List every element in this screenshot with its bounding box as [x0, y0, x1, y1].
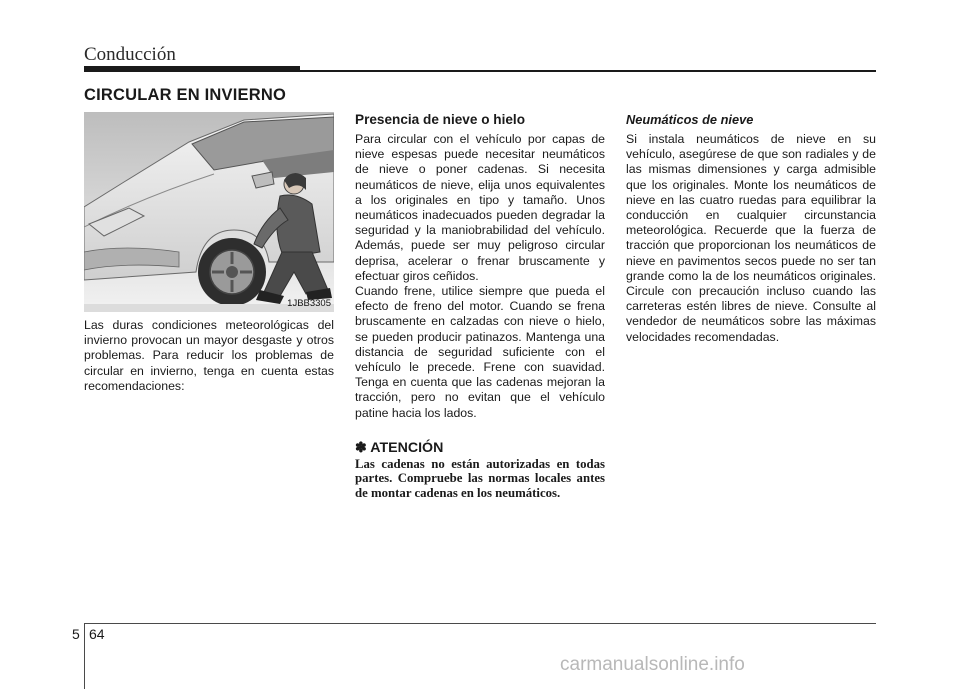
- section-title: CIRCULAR EN INVIERNO: [84, 86, 287, 104]
- chapter-title: Conducción: [84, 44, 176, 65]
- header-rule-thin: [300, 70, 876, 72]
- footer-divider: [84, 623, 85, 689]
- column-snow-tires: [626, 111, 876, 345]
- heading-snow-tires: Neumáticos de nieve: [626, 112, 754, 127]
- warning-text: Las cadenas no están autorizadas en todas partes. Compruebe las normas locales antes de montar cadenas en los neumáticos.: [355, 456, 605, 501]
- chapter-number: 5: [72, 626, 80, 642]
- warning-title: ✽ ATENCIÓN: [355, 439, 444, 456]
- car-illustration-icon: [84, 112, 334, 312]
- page-number: 64: [89, 626, 105, 642]
- figure-car-snow-chains: [84, 112, 334, 312]
- column-intro: [84, 318, 334, 394]
- paragraph-snow-ice-1: Para circular con el vehículo por capas de nieve espesas puede necesitar neumáticos de nieve o poner cadenas. Si necesita neumáticos de nieve, elija unos equivalentes a los originales en tipo y tamaño. Unos neumáticos inadecuados pueden degradar la seguridad y la maniobrabilidad del vehículo. Además, puede ser muy peligroso circular deprisa, acelerar o frenar bruscamente y efectuar giros ceñidos.: [355, 132, 605, 283]
- intro-paragraph: Las duras condiciones meteorológicas del invierno provocan un mayor desgaste y otros problemas. Para reducir los problemas de circular en invierno, tenga en cuenta estas recomendaciones:: [84, 318, 334, 393]
- paragraph-snow-tires: Si instala neumáticos de nieve en su vehículo, asegúrese de que son radiales y de las mismas dimensiones y carga admisible que los originales. Monte los neumáticos de nieve en las cuatro ruedas para equilibrar la conducción en cualquier circunstancia meteorológica. Recuerde que la fuerza de tracción que proporcionan los neumáticos de nieve en pavimentos secos puede no ser tan grande como la de los neumáticos originales. Circule con precaución incluso cuando las carreteras estén libres de nieve. Consulte al vendedor de neumáticos sobre las máximas velocidades recomendadas.: [626, 132, 876, 344]
- heading-snow-ice: Presencia de nieve o hielo: [355, 112, 525, 127]
- paragraph-snow-ice-2: Cuando frene, utilice siempre que pueda el efecto de freno del motor. Cuando se frena bruscamente en calzadas con nieve o hielo, se pueden producir patinazos. Mantenga una distancia de seguridad suficiente con el vehículo le precede. Frene con suavidad. Tenga en cuenta que las cadenas mejoran la tracción, pero no evitan que el vehículo patine hacia los lados.: [355, 284, 605, 420]
- footer-rule: [84, 623, 876, 624]
- figure-code: 1JBB3305: [287, 298, 331, 309]
- header-rule-thick: [84, 66, 300, 72]
- column-snow-ice: [355, 111, 605, 501]
- watermark: carmanualsonline.info: [560, 654, 745, 675]
